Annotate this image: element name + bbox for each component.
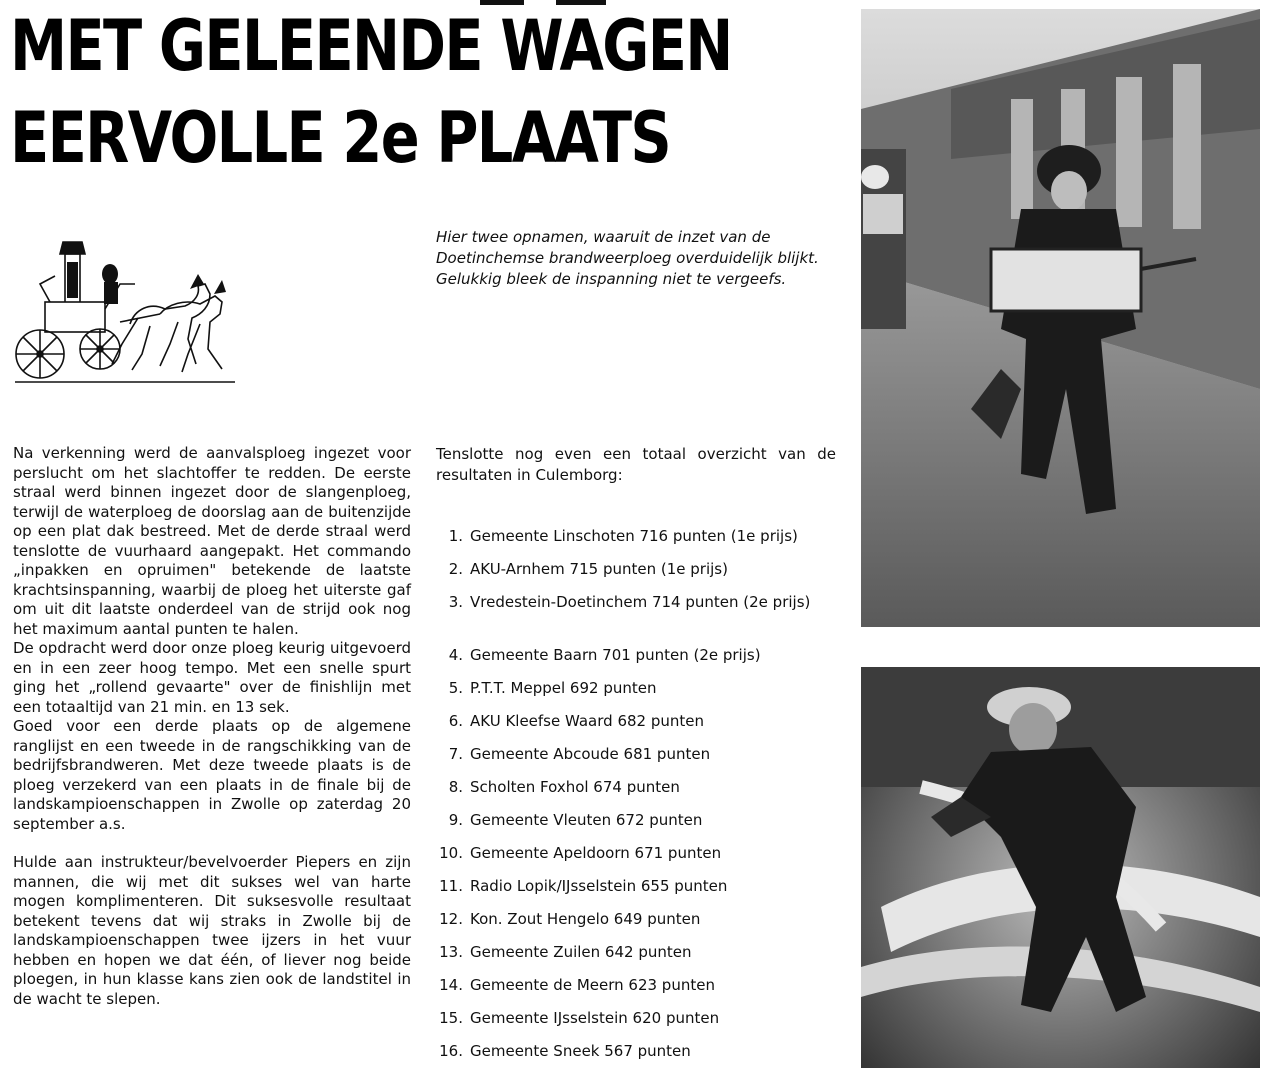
list-item <box>436 942 838 975</box>
result-text: Gemeente Sneek 567 punten <box>470 1042 691 1060</box>
result-text: Gemeente Baarn 701 punten (2e prijs) <box>470 646 761 664</box>
result-text: Kon. Zout Hengelo 649 punten <box>470 910 701 928</box>
photo-firefighter-hose <box>861 667 1260 1068</box>
results-list <box>436 526 838 1074</box>
body-paragraph: Hulde aan instrukteur/bevelvoerder Piepers en zijn mannen, die wij met dit sukses wel van harte mogen komplimenteren. Dit suksesvolle resultaat betekent tevens dat wij straks in Zwolle bij de landskampioenschappen twee ijzers in het vuur hebben en hopen we dat één, of liever nog beide ploegen, in hun klasse kans zien ook de landstitel in de wacht te slepen. <box>13 853 411 1008</box>
result-number: 1. <box>448 527 463 545</box>
result-text: Gemeente Linschoten 716 punten (1e prijs) <box>470 527 798 545</box>
list-item <box>436 645 838 678</box>
list-item <box>436 592 838 645</box>
result-text: Gemeente Abcoude 681 punten <box>470 745 711 763</box>
list-item <box>436 526 838 559</box>
list-item <box>436 876 838 909</box>
result-text: AKU-Arnhem 715 punten (1e prijs) <box>470 560 728 578</box>
list-item <box>436 909 838 942</box>
result-text: Scholten Foxhol 674 punten <box>470 778 680 796</box>
list-item <box>436 711 838 744</box>
headline: MET GELEENDE WAGEN EERVOLLE 2e PLAATS <box>10 5 732 179</box>
result-text: Gemeente de Meern 623 punten <box>470 976 715 994</box>
result-number: 10. <box>439 844 463 862</box>
result-text: P.T.T. Meppel 692 punten <box>470 679 657 697</box>
result-number: 3. <box>448 593 463 611</box>
result-number: 5. <box>448 679 463 697</box>
result-number: 9. <box>448 811 463 829</box>
result-text: Gemeente Zuilen 642 punten <box>470 943 692 961</box>
result-number: 11. <box>439 877 463 895</box>
result-number: 2. <box>448 560 463 578</box>
result-number: 15. <box>439 1009 463 1027</box>
result-text: Radio Lopik/IJsselstein 655 punten <box>470 877 728 895</box>
list-item <box>436 744 838 777</box>
result-number: 16. <box>439 1042 463 1060</box>
list-item <box>436 1008 838 1041</box>
result-number: 13. <box>439 943 463 961</box>
photo-firefighter-street <box>861 9 1260 627</box>
list-item <box>436 810 838 843</box>
result-number: 12. <box>439 910 463 928</box>
fire-engine-illustration <box>10 214 240 389</box>
list-item <box>436 559 838 592</box>
results-intro: Tenslotte nog even een totaal overzicht van de resultaten in Culemborg: <box>436 445 836 484</box>
result-number: 6. <box>448 712 463 730</box>
photo-caption: Hier twee opnamen, waaruit de inzet van de Doetinchemse brandweerploeg overduidelijk blijkt. Gelukkig bleek de inspanning niet te vergeefs. <box>436 228 819 288</box>
result-text: Gemeente IJsselstein 620 punten <box>470 1009 720 1027</box>
result-number: 8. <box>448 778 463 796</box>
result-number: 14. <box>439 976 463 994</box>
result-text: Gemeente Vleuten 672 punten <box>470 811 703 829</box>
body-paragraph: De opdracht werd door onze ploeg keurig uitgevoerd en in een zeer hoog tempo. Met een snelle spurt ging het „rollend gevaarte" over de finishlijn met een totaaltijd van 21 min. en 13 sek. <box>13 639 411 716</box>
list-item <box>436 843 838 876</box>
result-number: 7. <box>448 745 463 763</box>
result-text: Vredestein-Doetinchem 714 punten (2e prijs) <box>470 593 811 611</box>
result-text: Gemeente Apeldoorn 671 punten <box>470 844 722 862</box>
body-paragraph: Na verkenning werd de aanvalsploeg ingezet voor perslucht om het slachtoffer te redden. De eerste straal werd binnen ingezet door de slangenploeg, terwijl de waterploeg de doorslag aan de buitenzijde op een plat dak bestreed. Met de derde straal werd tenslotte de vuurhaard aangepakt. Het commando „inpakken en opruimen" betekende de laatste krachtsinspanning, waarbij de ploeg het uiterste gaf om uit dit laatste onderdeel van de strijd ook nog het maximum aantal punten te halen. <box>13 444 411 638</box>
list-item <box>436 678 838 711</box>
article-body <box>13 444 411 1009</box>
result-number: 4. <box>448 646 463 664</box>
body-paragraph: Goed voor een derde plaats op de algemene ranglijst en een tweede in de rangschikking van de bedrijfsbrandweren. Met deze tweede plaats is de ploeg verzekerd van een plaats in de finale bij de landskampioenschappen in Zwolle op zaterdag 20 september a.s. <box>13 717 411 833</box>
result-text: AKU Kleefse Waard 682 punten <box>470 712 704 730</box>
list-item <box>436 975 838 1008</box>
list-item <box>436 777 838 810</box>
list-item <box>436 1041 838 1074</box>
